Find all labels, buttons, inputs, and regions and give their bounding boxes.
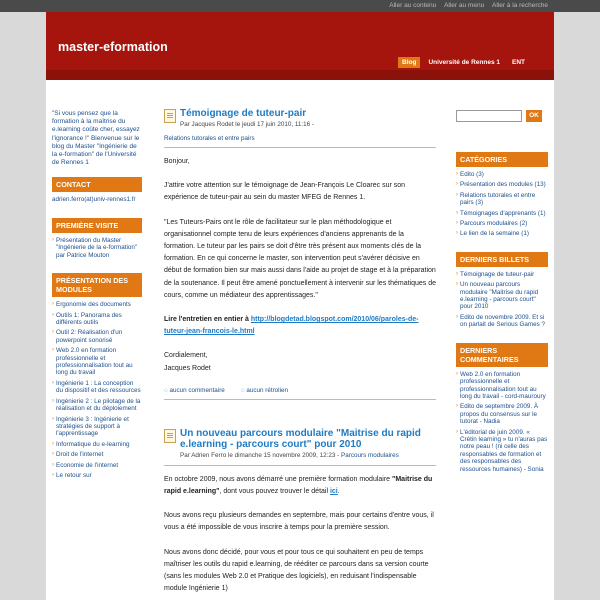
nav-item-ent[interactable]: ENT (511, 59, 525, 66)
list-item[interactable] (52, 237, 142, 259)
post-header (164, 428, 436, 459)
text-run: . (337, 488, 340, 496)
read-more-intro: Lire l'entretien en entier à (164, 316, 251, 324)
arrow-icon: › (456, 230, 458, 237)
post (164, 428, 436, 596)
page-frame (46, 12, 554, 600)
list-item[interactable] (52, 398, 142, 413)
list-item-label[interactable]: Outils 1: Panorama des différents outils (56, 311, 122, 327)
list-item-label[interactable]: Informatique du e-learning (56, 440, 130, 448)
derniers-billets-title: DERNIERS BILLETS (456, 252, 548, 267)
arrow-icon: › (456, 270, 458, 277)
list-item[interactable] (456, 403, 548, 425)
search-form (456, 110, 548, 122)
post-footer (164, 387, 436, 400)
closing-line: Cordialement, (164, 352, 208, 360)
skip-to-menu-link[interactable]: Aller au menu (444, 2, 485, 9)
top-bar (0, 0, 600, 12)
arrow-icon: › (52, 329, 54, 336)
arrow-icon: › (456, 313, 458, 320)
list-item[interactable] (52, 347, 142, 377)
derniers-commentaires-box (456, 343, 548, 473)
main-content (164, 108, 436, 600)
list-item[interactable] (52, 472, 142, 479)
read-more-link[interactable]: http://blogdetad.blogspot.com/2010/06/paroles-de-tuteur-jean-francois-le.html (164, 316, 419, 336)
list-item-label[interactable]: Présentation des modules (13) (460, 181, 546, 189)
arrow-icon: › (52, 397, 54, 404)
list-item-label[interactable]: Ergonomie des documents (56, 301, 131, 309)
list-item[interactable] (456, 192, 548, 207)
list-item[interactable] (456, 220, 548, 227)
post-title[interactable]: Un nouveau parcours modulaire "Maitrise du rapid e.learning - parcours court" pour 2010 (180, 427, 421, 450)
post-icon (164, 429, 176, 443)
arrow-icon: › (456, 191, 458, 198)
premiere-visite-title: PREMIÈRE VISITE (52, 218, 142, 233)
list-item[interactable] (52, 329, 142, 344)
arrow-icon: › (52, 301, 54, 308)
arrow-icon: › (52, 347, 54, 354)
arrow-icon: › (456, 220, 458, 227)
text-run: En octobre 2009, nous avons démarré une première formation modulaire (164, 475, 393, 483)
list-item-label[interactable]: Edito (3) (460, 171, 484, 178)
list-item[interactable] (456, 314, 548, 329)
list-item[interactable] (456, 230, 548, 237)
arrow-icon: › (52, 237, 54, 244)
list-item-label[interactable]: Ingénierie 1 : La conception du dispositif et des ressources (56, 379, 141, 395)
author-signature: Jacques Rodet (164, 364, 211, 372)
list-item-label[interactable]: Parcours modulaires (2) (460, 220, 528, 228)
arrow-icon: › (456, 209, 458, 216)
list-item[interactable] (52, 416, 142, 438)
comment-link[interactable]: ◌ aucun commentaire (164, 386, 225, 394)
list-item-label[interactable]: Web 2.0 en formation professionnelle et professionnalisation tout au long du travail - cord-mauroury (460, 370, 546, 400)
list-item-label[interactable]: Ingénierie 3 : Ingénierie et stratégies de support à l'apprentissage (56, 415, 129, 438)
list-item[interactable] (52, 312, 142, 327)
arrow-icon: › (52, 461, 54, 468)
nav-item-blog[interactable]: Blog (398, 57, 420, 68)
categories-title: CATÉGORIES (456, 152, 548, 167)
skip-to-content-link[interactable]: Aller au contenu (389, 2, 437, 9)
derniers-commentaires-title: DERNIERS COMMENTAIRES (456, 343, 548, 367)
list-item-label[interactable]: Témoignage de tuteur-pair (460, 270, 535, 278)
detail-link[interactable]: ici (329, 488, 338, 496)
arrow-icon: › (456, 370, 458, 377)
post-paragraph: J'attire votre attention sur le témoignage de Jean-François Le Cloarec sur son expérience de tuteur-pair au sein du master MFEG de Rennes 1. (164, 182, 406, 202)
arrow-icon: › (52, 415, 54, 422)
contact-email[interactable]: adrien.ferro(at)univ-rennes1.fr (52, 196, 136, 204)
welcome-quote: "Si vous pensez que la formation à la maîtrise du e.learning coûte cher, essayez l'ignorance !" Bienvenue sur le blog du Master "Ingénierie de la e-formation" de l'Université de Rennes 1 (52, 110, 140, 167)
list-item-label[interactable]: Présentation du Master "Ingénierie de la e-formation" par Patrice Mouton (56, 237, 138, 259)
list-item[interactable] (52, 301, 142, 308)
list-item[interactable] (52, 451, 142, 458)
arrow-icon: › (456, 181, 458, 188)
list-item[interactable] (52, 462, 142, 469)
search-input[interactable] (456, 110, 522, 122)
derniers-billets-box (456, 252, 548, 329)
list-item-label[interactable]: Web 2.0 en formation professionnelle et professionnalisation tout au long du travail (56, 347, 133, 377)
list-item-label[interactable]: L'éditorial de juin 2009. « Crétin learning » tu n'auras pas notre peau ! (ni celle des responsables de formation et des responsables des ressources humaines) - Sonia (460, 428, 548, 473)
search-button[interactable]: OK (526, 110, 542, 122)
post-meta-text: Par Adrien Ferro le dimanche 15 novembre 2009, 12:23 - (180, 451, 340, 459)
post-meta (180, 452, 436, 459)
arrow-icon: › (52, 451, 54, 458)
comment-link-label[interactable]: aucun commentaire (169, 386, 225, 394)
modules-title: PRÉSENTATION DES MODULES (52, 273, 142, 297)
contact-box (52, 177, 142, 204)
text-run: , dont vous pouvez trouver le détail (219, 488, 330, 496)
list-item-label[interactable]: Edito de novembre 2009. Et si on parlait de Serious Games ? (460, 313, 546, 329)
list-item-label[interactable]: Ingénierie 2 : Le pilotage de la réalisation et du déploiement (56, 397, 141, 413)
skip-links (383, 2, 548, 9)
list-item-label[interactable]: Le lien de la semaine (1) (460, 230, 529, 238)
contact-title: CONTACT (52, 177, 142, 192)
list-item[interactable] (456, 171, 548, 178)
modules-box (52, 273, 142, 479)
main-nav (398, 57, 533, 68)
right-sidebar (456, 110, 548, 487)
premiere-visite-box (52, 218, 142, 259)
list-item-label[interactable]: Economie de l'internet (56, 461, 119, 469)
list-item-label[interactable]: Le retour sur (56, 471, 92, 479)
arrow-icon: › (52, 440, 54, 447)
post-title[interactable]: Témoignage de tuteur-pair (180, 108, 307, 119)
post-category[interactable]: Parcours modulaires (341, 451, 399, 459)
arrow-icon: › (456, 281, 458, 288)
post-header (164, 108, 436, 128)
list-item[interactable] (456, 371, 548, 401)
post-icon (164, 109, 176, 123)
arrow-icon: › (52, 379, 54, 386)
post (164, 108, 436, 400)
header-stripe (46, 70, 554, 80)
post-paragraph: Nous avons reçu plusieurs demandes en septembre, mais pour certains d'entre vous, il vous a été impossible de vous inscrire à temps pour la première session. (164, 512, 434, 532)
list-item-label[interactable]: Outil 2: Réalisation d'un powerpoint sonorisé (56, 329, 123, 344)
post-closing (164, 350, 436, 374)
arrow-icon: › (456, 403, 458, 410)
text-bold: "Maitrise du rapid e.learning" (164, 475, 433, 496)
list-item[interactable] (456, 429, 548, 473)
categories-box (456, 152, 548, 238)
list-item-label[interactable]: Droit de l'internet (56, 451, 104, 459)
list-item[interactable] (456, 271, 548, 278)
divider (164, 465, 436, 466)
nav-item-universite[interactable]: Université de Rennes 1 (428, 59, 500, 66)
arrow-icon: › (456, 171, 458, 177)
list-item[interactable] (52, 441, 142, 448)
list-item-label[interactable]: Edito de septembre 2009. À propos du consensus sur le tutorat - Nadia (460, 403, 539, 426)
arrow-icon: › (456, 428, 458, 435)
trackback-link-label[interactable]: aucun rétrolien (246, 386, 288, 394)
post-paragraph (164, 474, 436, 498)
list-item[interactable] (456, 181, 548, 188)
trackback-link[interactable]: ◌ aucun rétrolien (240, 386, 288, 394)
site-header (46, 12, 554, 70)
arrow-icon: › (52, 471, 54, 478)
post-paragraph: Nous avons donc décidé, pour vous et pour tous ce qui souhaitent en peu de temps maîtriser les outils du rapid e.learning, de rééditer ce parcours dans sa version courte (sans les modules Web 2.0 et Pratique des logiciels), en reduisant l'indispensable module Ingénierie 1) (164, 548, 429, 593)
left-sidebar (52, 110, 142, 493)
post-category[interactable]: Relations tutorales et entre pairs (164, 135, 436, 148)
list-item-label[interactable]: Témoignages d'apprenants (1) (460, 209, 546, 217)
list-item-label[interactable]: Un nouveau parcours modulaire "Maitrise du rapid e.learning - parcours court" pour 2010 (460, 281, 539, 311)
skip-to-search-link[interactable]: Aller à la recherche (492, 2, 548, 9)
arrow-icon: › (52, 311, 54, 318)
list-item-label[interactable]: Relations tutorales et entre pairs (3) (460, 191, 536, 207)
site-title[interactable]: master-eformation (58, 40, 168, 54)
list-item[interactable] (52, 380, 142, 395)
list-item[interactable] (456, 281, 548, 311)
post-paragraph: "Les Tuteurs-Pairs ont le rôle de facilitateur sur le plan méthodologique et organisationnel compte tenu de leurs expériences d'anciens apprenants de la formation. Le tuteur par les pairs se doit d'être très présent aux moments clés de la formation. En ce qui concerne le master, son intervention peut s'avérer décisive en début de formation bien sur mais aussi dans l'aide au projet de stage et à la préparation de la soutenance. Il peut être amené ponctuellement à intervenir sur les thématiques de cours, comme un médiateur des apprentissages." (164, 218, 436, 299)
post-paragraph: Bonjour, (164, 158, 190, 165)
list-item[interactable] (456, 210, 548, 217)
post-meta: Par Jacques Rodet le jeudi 17 juin 2010, 11:16 - (180, 121, 314, 128)
post-read-more (164, 314, 436, 338)
